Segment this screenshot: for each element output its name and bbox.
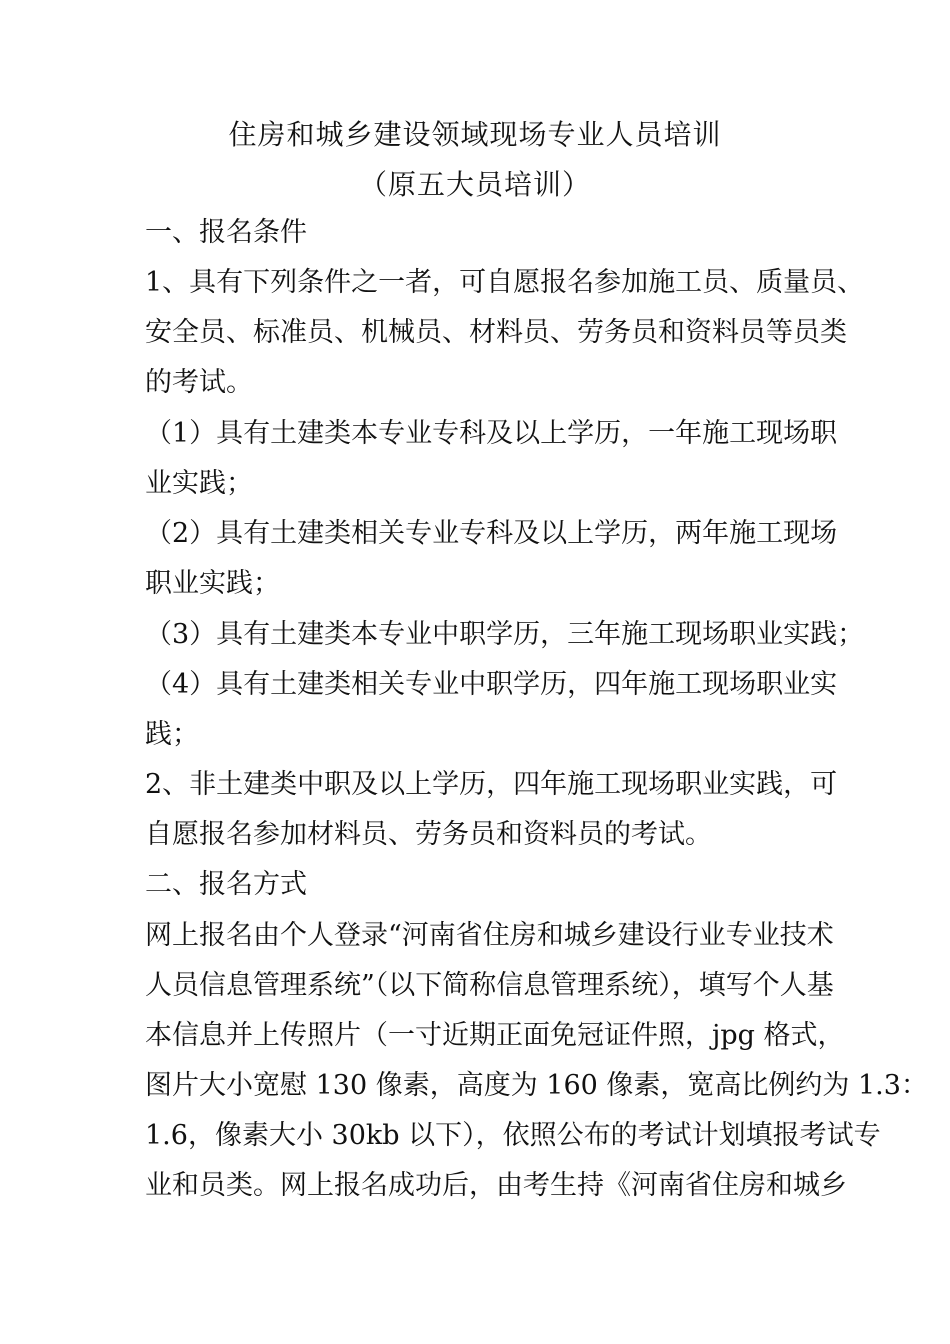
condition-item-line: （3）具有土建类本专业中职学历，三年施工现场职业实践； [145,619,865,650]
paragraph-line: 业和员类。网上报名成功后，由考生持《河南省住房和城乡 [145,1170,847,1201]
condition-item-line: （4）具有土建类相关专业中职学历，四年施工现场职业实 [145,669,838,700]
paragraph-line: 1.6，像素大小 30kb 以下），依照公布的考试计划填报考试专 [145,1120,881,1151]
paragraph-line: 本信息并上传照片（一寸近期正面免冠证件照，jpg 格式， [145,1020,845,1051]
condition-item-line: （2）具有土建类相关专业专科及以上学历，两年施工现场 [145,518,838,549]
condition-item-line: （1）具有土建类本专业专科及以上学历，一年施工现场职 [145,418,838,449]
document-title: 住房和城乡建设领域现场专业人员培训 [228,118,722,151]
condition-item-line: 业实践； [145,468,253,499]
paragraph-line: 1、具有下列条件之一者，可自愿报名参加施工员、质量员、 [145,267,865,298]
paragraph-line: 人员信息管理系统”（以下简称信息管理系统），填写个人基 [145,970,834,1001]
paragraph-line: 自愿报名参加材料员、劳务员和资料员的考试。 [145,819,712,850]
paragraph-line: 的考试。 [145,367,253,398]
section-heading-registration-method: 二、报名方式 [145,869,307,900]
document-subtitle: （原五大员培训） [358,168,591,201]
condition-item-line: 践； [145,719,199,750]
condition-item-line: 职业实践； [145,568,280,599]
paragraph-line: 图片大小宽慰 130 像素，高度为 160 像素，宽高比例约为 1.3： [145,1070,928,1101]
paragraph-line: 安全员、标准员、机械员、材料员、劳务员和资料员等员类 [145,317,847,348]
section-heading-registration-conditions: 一、报名条件 [145,217,307,248]
paragraph-line: 2、非土建类中职及以上学历，四年施工现场职业实践，可 [145,769,838,800]
paragraph-line: 网上报名由个人登录“河南省住房和城乡建设行业专业技术 [145,920,834,951]
